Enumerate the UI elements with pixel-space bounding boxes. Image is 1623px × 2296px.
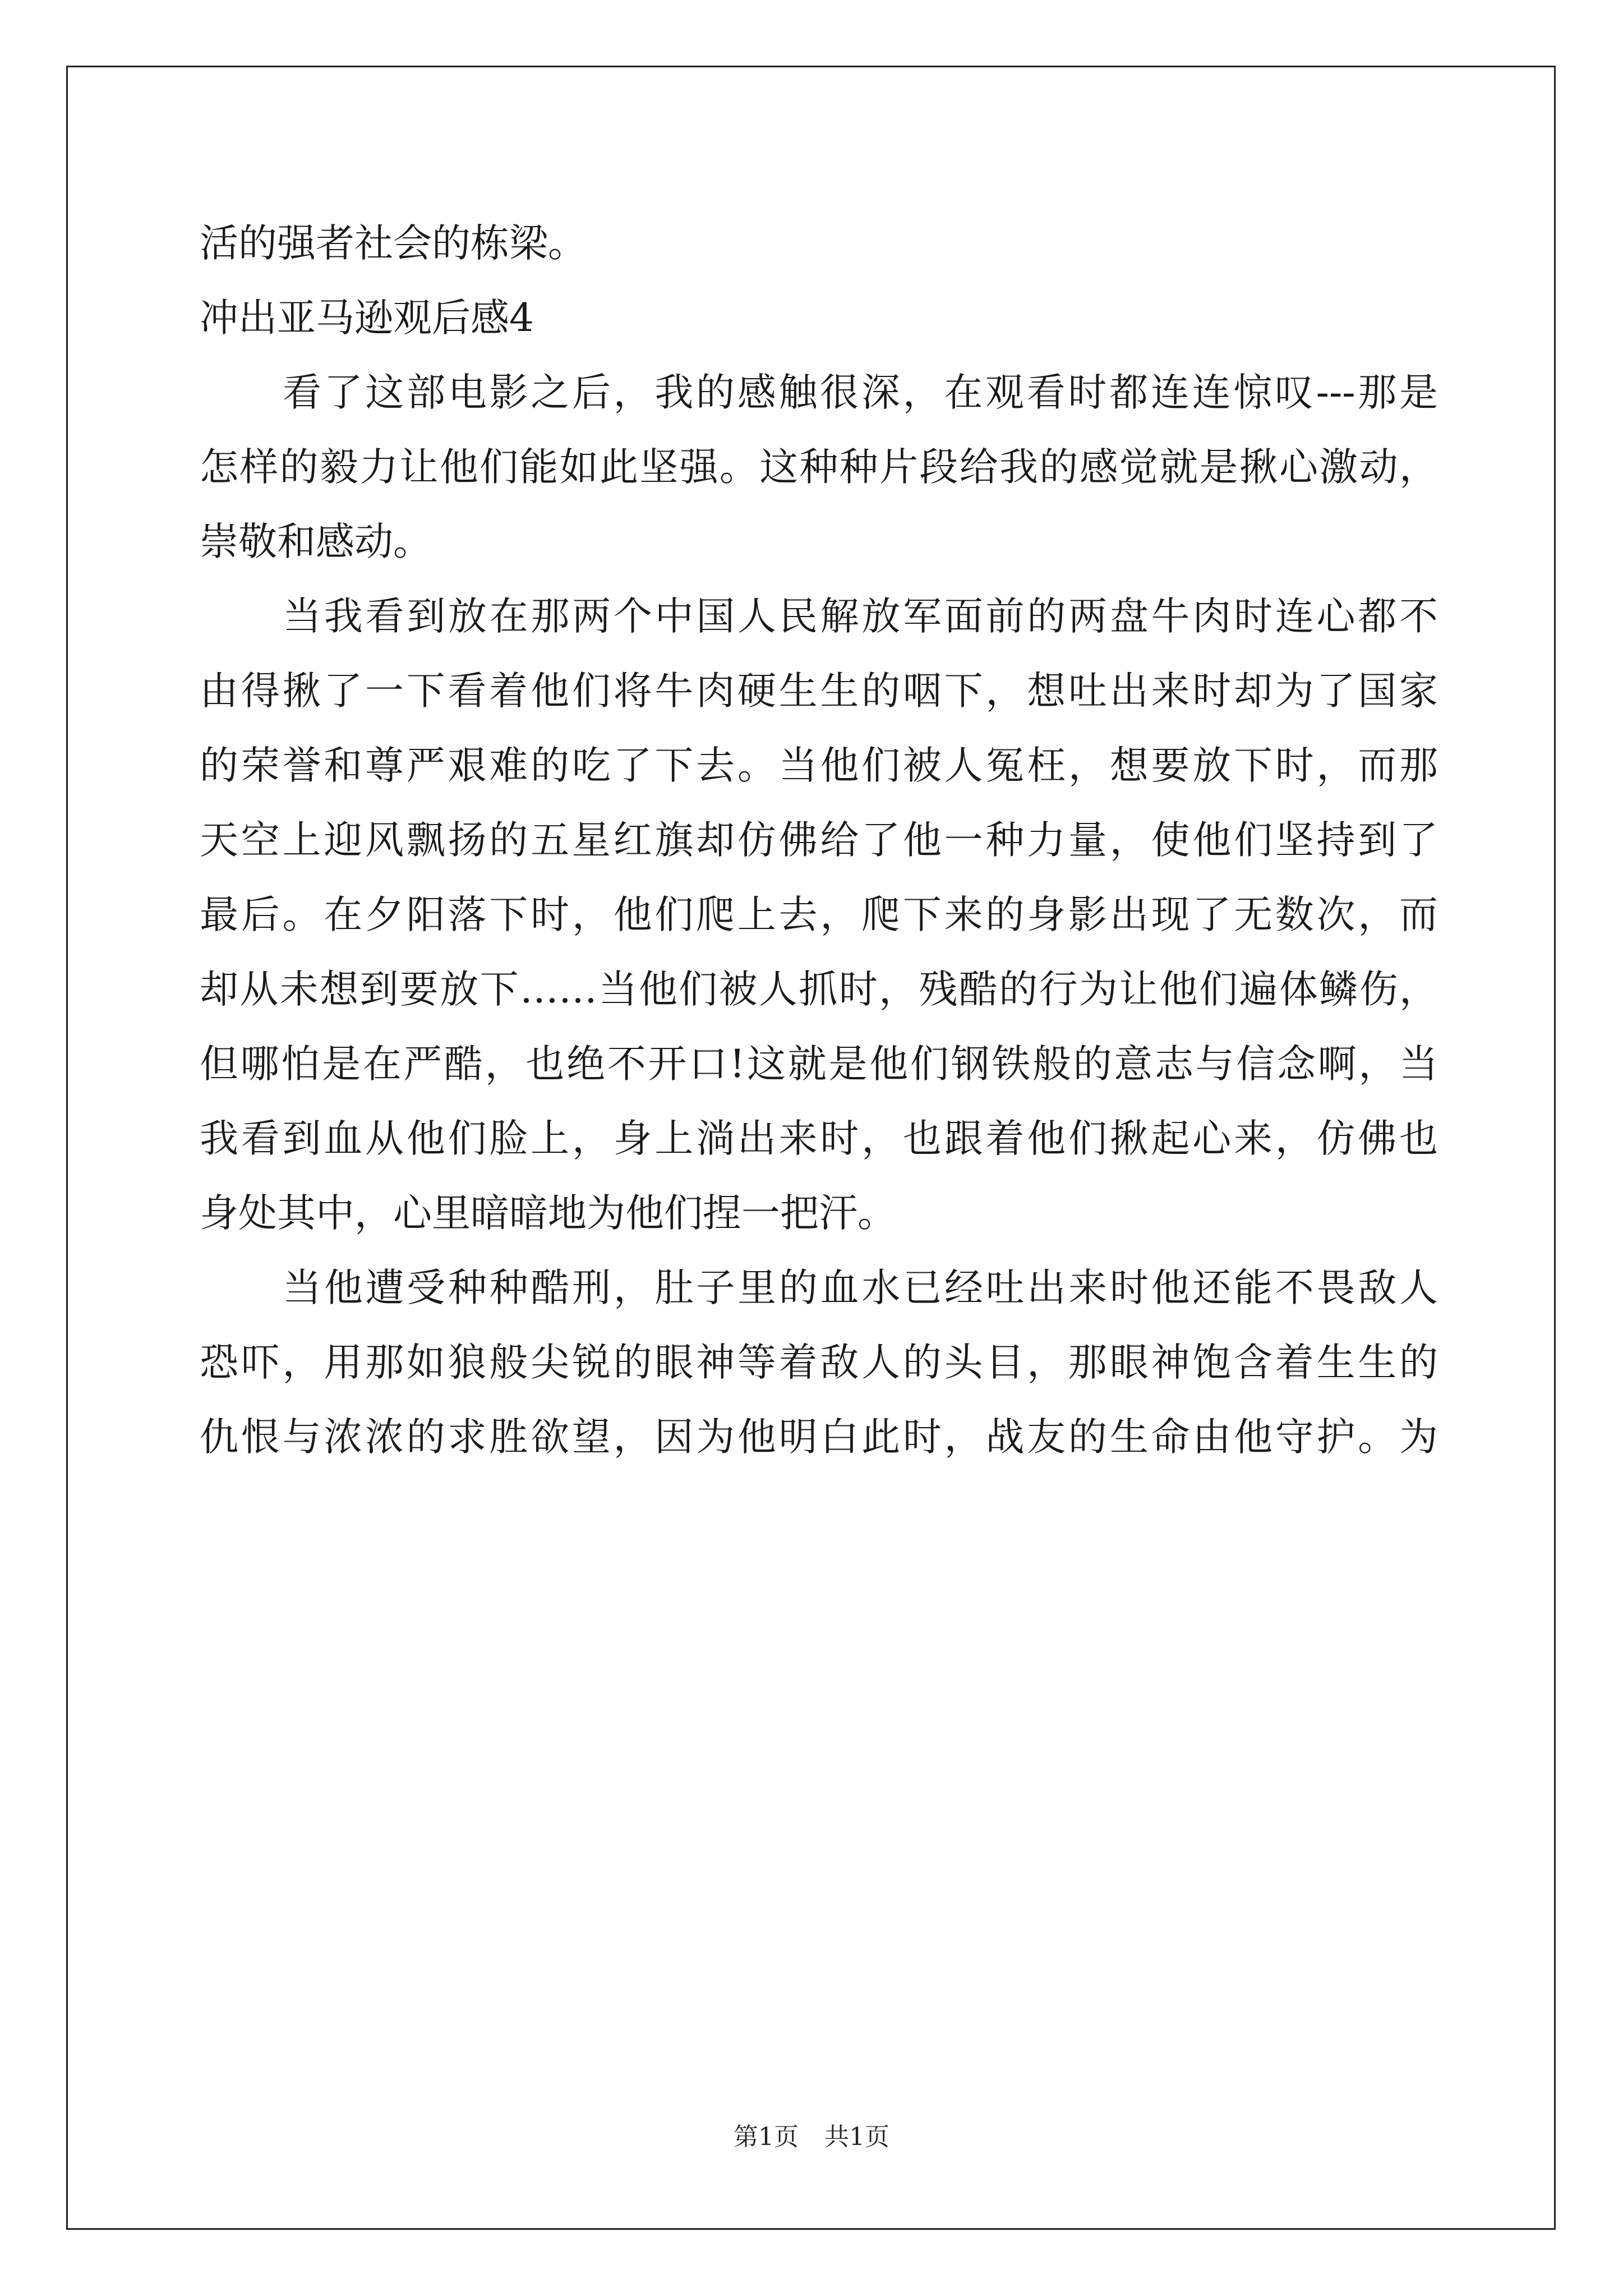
text-line-3: 看了这部电影之后，我的感触很深，在观看时都连连惊叹---那是	[283, 370, 1438, 415]
text-line-14: 身处其中，心里暗暗地为他们捏一把汗。	[200, 1191, 896, 1236]
text-line-7: 由得揪了一下看着他们将牛肉硬生生的咽下，想吐出来时却为了国家	[200, 669, 1438, 714]
text-line-8: 的荣誉和尊严艰难的吃了下去。当他们被人冤枉，想要放下时，而那	[200, 743, 1438, 788]
text-line-13: 我看到血从他们脸上，身上淌出来时，也跟着他们揪起心来，仿佛也	[200, 1116, 1438, 1161]
text-line-11: 却从未想到要放下……当他们被人抓时，残酷的行为让他们遍体鳞伤，	[200, 967, 1438, 1012]
text-line-12: 但哪怕是在严酷，也绝不开口!这就是他们钢铁般的意志与信念啊，当	[200, 1042, 1438, 1087]
section-heading: 冲出亚马逊观后感4	[200, 296, 534, 341]
page-footer	[0, 2120, 1623, 2154]
page-total: 共1页	[824, 2123, 889, 2151]
text-line-15: 当他遭受种种酷刑，肚子里的血水已经吐出来时他还能不畏敌人	[283, 1266, 1438, 1310]
text-line-1: 活的强者社会的栋梁。	[200, 221, 587, 266]
text-line-5: 崇敬和感动。	[200, 519, 432, 564]
text-line-17: 仇恨与浓浓的求胜欲望，因为他明白此时，战友的生命由他守护。为	[200, 1415, 1438, 1460]
text-line-9: 天空上迎风飘扬的五星红旗却仿佛给了他一种力量，使他们坚持到了	[200, 818, 1438, 863]
text-line-4: 怎样的毅力让他们能如此坚强。这种种片段给我的感觉就是揪心激动，	[200, 445, 1438, 490]
document-body	[200, 206, 1438, 1475]
text-line-10: 最后。在夕阳落下时，他们爬上去，爬下来的身影出现了无数次，而	[200, 892, 1438, 937]
text-line-16: 恐吓，用那如狼般尖锐的眼神等着敌人的头目，那眼神饱含着生生的	[200, 1340, 1438, 1385]
text-line-6: 当我看到放在那两个中国人民解放军面前的两盘牛肉时连心都不	[283, 594, 1438, 639]
page-number: 第1页	[734, 2123, 799, 2151]
